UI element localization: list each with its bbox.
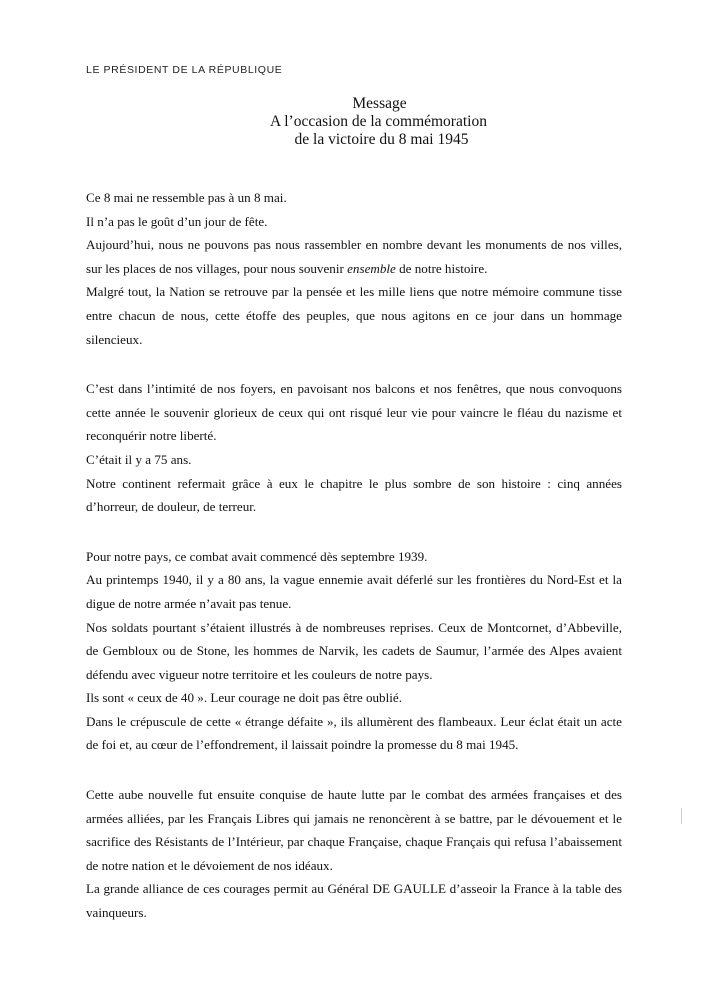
paragraph: Il n’a pas le goût d’un jour de fête. [86,213,268,229]
paragraph-text: de notre histoire. [395,260,488,276]
paragraph: La grande alliance de ces courages permit au Général DE GAULLE d’asseoir la France à la table des vainqueurs. [86,881,622,921]
title-line-message: Message [352,95,407,112]
paragraph: Pour notre pays, ce combat avait commencé dès septembre 1939. [86,548,428,564]
letterhead: LE PRÉSIDENT DE LA RÉPUBLIQUE [86,64,283,76]
message-body [86,186,622,925]
paragraph [86,233,622,280]
emphasis-text: ensemble [347,260,396,276]
paragraph-gap [86,757,622,783]
paragraph: C’est dans l’intimité de nos foyers, en pavoisant nos balcons et nos fenêtres, que nous convoquons cette année le souvenir glorieux de ceux qui ont risqué leur vie pour vaincre le fléau du nazisme et reconquérir notre liberté. [86,381,622,444]
title-line-occasion: A l’occasion de la commémoration [270,113,487,130]
paragraph: Au printemps 1940, il y a 80 ans, la vague ennemie avait déferlé sur les frontières du Nord-Est et la digue de notre armée n’avait pas tenue. [86,572,622,611]
paragraph: Malgré tout, la Nation se retrouve par la pensée et les mille liens que notre mémoire commune tisse entre chacun de nous, cette étoffe des peuples, que nous agitons en ce jour dans un hommage silencieux. [86,284,622,347]
paragraph: Ce 8 mai ne ressemble pas à un 8 mai. [86,190,287,205]
paragraph: Ils sont « ceux de 40 ». Leur courage ne doit pas être oublié. [86,690,402,706]
paragraph: Cette aube nouvelle fut ensuite conquise de haute lutte par le combat des armées françaises et des armées alliées, par les Français Libres qui jamais ne renoncèrent à se battre, par le dévouement et le sacrifice des Résistants de l’Intérieur, par chaque Française, chaque Français qui refusa l’abaissement de notre nation et le dévoiement de nos idéaux. [86,787,622,873]
paragraph: Nos soldats pourtant s’étaient illustrés à de nombreuses reprises. Ceux de Montcornet, d’Abbeville, de Gembloux ou de Stone, les hommes de Narvik, les cadets de Saumur, l’armée des Alpes avaient défendu avec vigueur notre territoire et les couleurs de notre pays. [86,619,622,682]
paragraph-gap [86,351,622,377]
paragraph: Notre continent refermait grâce à eux le chapitre le plus sombre de son histoire : cinq années d’horreur, de douleur, de terreur. [86,475,622,515]
paragraph-text: Aujourd’hui, nous ne pouvons pas nous rassembler en nombre devant les monuments de nos villes, sur les places de nos villages, pour nous souvenir [86,237,622,276]
message-title [0,95,707,149]
title-line-victory: de la victoire du 8 mai 1945 [294,131,469,148]
scan-mark [681,808,682,824]
paragraph-gap [86,519,622,545]
paragraph: Dans le crépuscule de cette « étrange défaite », ils allumèrent des flambeaux. Leur éclat était un acte de foi et, au cœur de l’effondrement, il laissait poindre la promesse du 8 mai 1945. [86,713,622,753]
paragraph: C’était il y a 75 ans. [86,451,192,467]
